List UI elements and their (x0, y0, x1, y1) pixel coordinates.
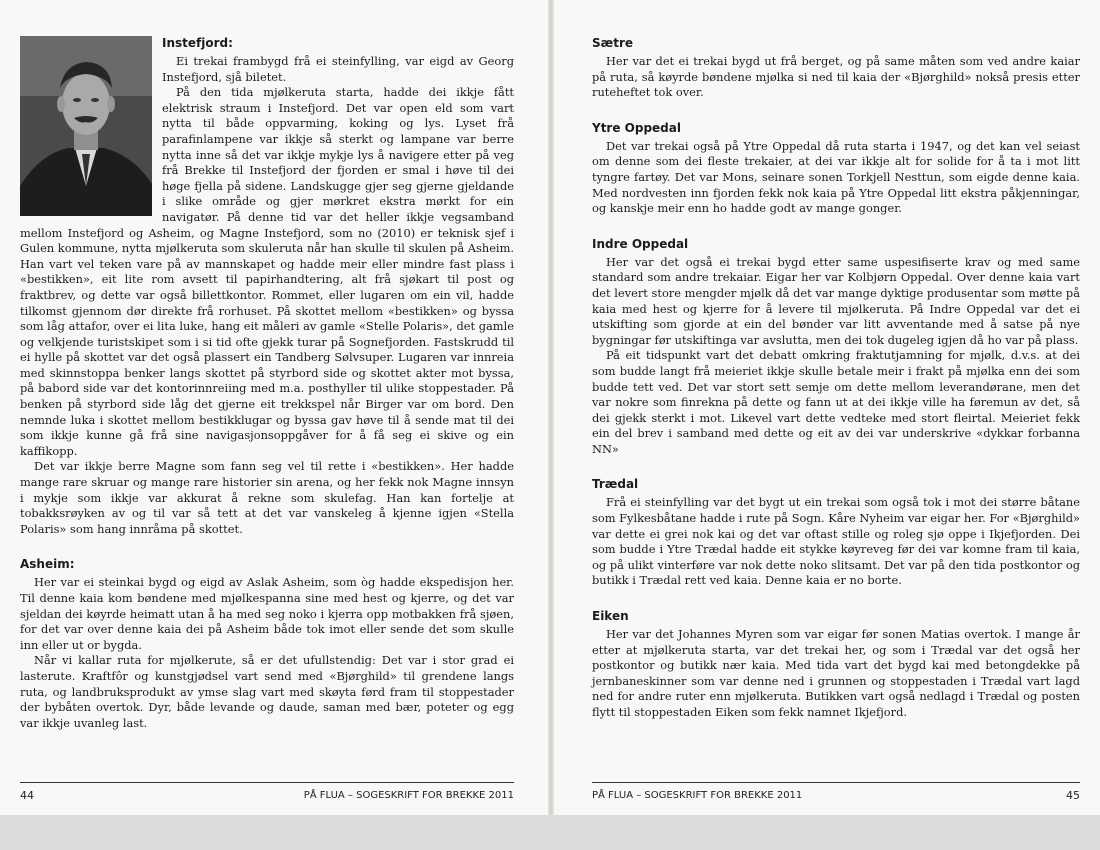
section-saetre (592, 36, 1080, 101)
section-heading: Eiken (592, 609, 629, 624)
paragraph: Det var ikkje berre Magne som fann seg vel til rette i «bestikken». Her hadde mange rare skruar og mange rare historier sin arena, og her fekk nok Magne innsyn i mykje som ikkje var akkurat å rekne som skulefag. Han kan fortelje at tobakksrøyken av og til var så tett at det var vanskeleg å kjenne igjen «Stella Polaris» som hang innråma på skottet. (20, 459, 514, 536)
section-traedal (592, 477, 1080, 589)
section-asheim (20, 557, 514, 731)
paragraph: Det var trekai også på Ytre Oppedal då ruta starta i 1947, og det kan vel seiast om denne som dei fleste trekaier, at dei var ikkje alt for solide for å ta i mot litt tyngre fartøy. Det var Mons, seinare sonen Torkjell Nesttun, som eigde denne kaia. Med nordvesten inn fjorden fekk nok kaia på Ytre Oppedal litt ekstra påkjenningar, og kanskje meir enn ho hadde godt av mange gonger. (592, 138, 1080, 216)
section-heading: Trædal (592, 477, 639, 492)
paragraph: Her var det Johannes Myren som var eigar før sonen Matias overtok. I mange år etter at mjølkeruta starta, var det trekai her, og som i Trædal var det også her postkontor og butikk nær kaia. Med tida vart det bygd kai med betongdekke på jernbaneskinner som var denne ned i grunnen og stoppestaden i Trædal vart lagd ned for andre ruter enn mjølkeruta. Butikken vart også nedlagd i Trædal og posten flytt til stoppestaden Eiken som fekk namnet Ikjefjord. (592, 627, 1080, 719)
paragraph: På eit tidspunkt vart det debatt omkring fraktutjamning for mjølk, d.v.s. at dei som budde langt frå meieriet ikkje skulle betale meir i frakt på mjølka enn dei som budde tett ved. Det var stort sett semje om dette mellom leverandørane, men det var nokre som finrekna på dette og fann ut at dei ikkje ville ha føremun av det, så dei gjekk sterkt i mot. Likevel vart dette vedteke med stort fleirtal. Meieriet fekk ein del brev i samband med dette og eit av dei var underskrive «dykkar forbanna NN» (592, 348, 1080, 456)
page-number: 45 (1066, 789, 1080, 802)
section-eiken (592, 609, 1080, 721)
journal-title: PÅ FLUA – SOGESKRIFT FOR BREKKE 2011 (303, 790, 514, 801)
section-heading: Indre Oppedal (592, 236, 689, 251)
section-heading: Instefjord: (162, 36, 233, 50)
left-page-text (20, 36, 514, 731)
right-page-text (592, 36, 1080, 721)
page-number: 44 (20, 789, 34, 802)
journal-title: PÅ FLUA – SOGESKRIFT FOR BREKKE 2011 (592, 790, 803, 801)
page-footer-right (592, 782, 1080, 802)
paragraph: Når vi kallar ruta for mjølkerute, så er det ufullstendig: Det var i stor grad ei lasterute. Kraftfôr og kunstgjødsel vart send med «Bjørghild» til grendene langs ruta, og landbruksprodukt av ymse slag vart med skøyta førd fram til stoppestader der bybåten overtok. Dyr, både levande og daude, saman med bær, poteter og egg var ikkje uvanleg last. (20, 653, 514, 730)
paragraph: Ei trekai frambygd frå ei steinfylling, var eigd av Georg Instefjord, sjå biletet. (162, 54, 514, 84)
section-heading: Sætre (592, 36, 634, 50)
page-footer-left (20, 782, 514, 802)
paragraph: Her var ei steinkai bygd og eigd av Aslak Asheim, som òg hadde ekspedisjon her. Til denne kaia kom bøndene med mjølkespanna sine med hest og kjerre, og det var sjeldan dei køyrde heimatt utan å ha med seg noko i kjerra opp motbakken frå sjøen, for det var over denne kaia dei på Asheim både tok imot eller sende det som skulle inn eller ut or bygda. (20, 575, 514, 652)
paragraph: Frå ei steinfylling var det bygt ut ein trekai som også tok i mot dei større båtane som Fylkesbåtane hadde i rute på Sogn. Kåre Nyheim var eigar her. For «Bjørghild» var dette ei grei nok kai og det var oftast stille og roleg sjø oppe i Ikjefjorden. Dei som budde i Ytre Trædal hadde eit stykke køyreveg før dei var komne fram til kaia, og på ulikt vinterføre var nok dette noko slitsamt. Det var på den tida postkontor og butikk i Trædal rett ved kaia. Denne kaia er no borte. (592, 495, 1080, 588)
paragraph: På den tida mjølkeruta starta, hadde dei ikkje fått elektrisk straum i Instefjord. Det var open eld som vart nytta til både oppvarming, koking og lys. Lyset frå parafinlampene var ikkje så sterkt og lampane var berre nytta inne så det var ikkje mykje lys å navigere etter på veg frå Brekke til Instefjord der fjorden er smal i høve til dei høge fjella på sidene. Landskugge gjer seg gjerne gjeldande i slike område og gjer mørkret ekstra mørkt for ein navigatør. På denne tid var det heller ikkje vegsamband mellom Instefjord og Asheim, og Magne Instefjord, som no (2010) er teknisk sjef i Gulen kommune, nytta mjølkeruta som skuleruta når han skulle til skulen på Asheim. Han vart vel teken vare på av mannskapet og hadde meir eller mindre fast plass i «bestikken», eit lite rom avsett til papirhandtering, alt frå sjøkart til post og fraktbrev, og dette var også billettkontor. Rommet, eller lugaren om ein vil, hadde tilkomst gjennom dør direkte frå rorhuset. På skottet mellom «bestikken» og byssa som låg attafor, over ei lita luke, hang eit måleri av gamle «Stelle Polaris», det gamle og velkjende turistskipet som i si tid ofte gjekk turar på Sognefjorden. Fastskrudd til ei hylle på skottet var det også plassert ein Tandberg Sølvsuper. Lugaren var innreia med skinnstoppa benker langs skottet på styrbord side og skottet akter mot byssa, på babord side var det kontorinnreiing med m.a. posthyller til ulike stoppestader. På benken på styrbord side låg det gjerne eit trekkspel når Birger var om bord. Den nemnde luka i skottet mellom bestikklugar og byssa gav høve til å sende mat til dei som ikkje kunne gå frå sine navigasjonsoppgåver for å få seg ei skive og ein kaffikopp. (20, 85, 514, 458)
paragraph: Her var det ei trekai bygd ut frå berget, og på same måten som ved andre kaiar på ruta, så køyrde bøndene mjølka si ned til kaia der «Bjørghild» nokså presis etter ruteheftet tok over. (592, 54, 1080, 100)
portrait-photo (20, 36, 152, 216)
page-right (552, 0, 1100, 815)
section-ytre-oppedal (592, 121, 1080, 217)
section-indre-oppedal (592, 237, 1080, 458)
section-heading: Asheim: (20, 557, 75, 572)
page-left (0, 0, 550, 815)
section-heading: Ytre Oppedal (592, 120, 681, 135)
scan-background (0, 815, 1100, 850)
paragraph: Her var det også ei trekai bygd etter same uspesifiserte krav og med same standard som andre trekaiar. Eigar her var Kolbjørn Oppedal. Over denne kaia vart det levert store mengder mjølk då det var mange dyktige produsentar som møtte på kaia med hest og kjerre for å levere til mjølkeruta. På Indre Oppedal var det ei utskifting som gjorde at ein del bønder var litt avventande med å satse på nye bygningar før utskiftinga var avslutta, men dei tok dugeleg igjen då ho var på plass. (592, 254, 1080, 347)
portrait-man-image (20, 36, 152, 216)
